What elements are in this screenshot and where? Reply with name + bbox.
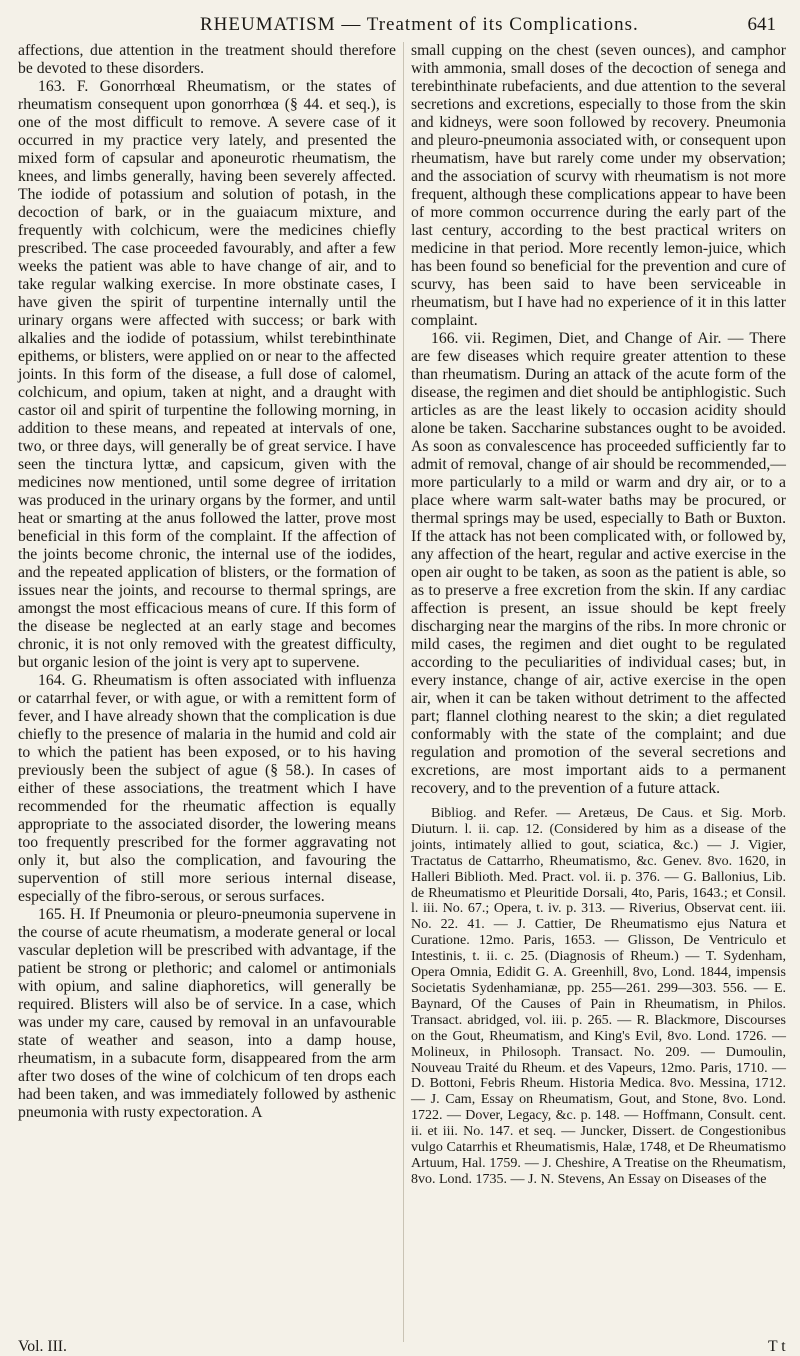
- running-head-title: RHEUMATISM — Treatment of its Complications.: [200, 14, 639, 35]
- volume-signature: Vol. III.: [18, 1338, 67, 1355]
- paragraph-164-associated-fevers: 164. G. Rheumatism is often associated with influenza or catarrhal fever, or with ague, or with a remittent form of fever, and I have already shown that the complication is due chiefly to the presence of malaria in the humid and cold air to which the patient has been exposed, or to his having previously been the subject of ague (§ 58.). In cases of either of these associations, the treatment which I have recommended for the rheumatic affection is equally appropriate to the associated disorder, the lowering means too frequently prescribed for the former aggravating not only it, but also the complication, and favouring the supervention of still more serious internal disease, especially of the fibro-serous, or serous surfaces.: [18, 672, 396, 905]
- column-divider: [403, 42, 404, 1342]
- page-number: 641: [747, 14, 776, 35]
- paragraph-165-pneumonia: 165. H. If Pneumonia or pleuro-pneumonia supervene in the course of acute rheumatism, a moderate general or local vascular depletion will be prescribed with advantage, if the patient be strong or plethoric; and calomel or antimonials with opium, and saline diaphoretics, will generally be required. Blisters will also be of service. In a case, which was under my care, caused by removal in an unfavourable state of weather and season, into a damp house, rheumatism, in a subacute form, disappeared from the arm after two doses of the wine of colchicum of ten drops each had been taken, and was immediately followed by asthenic pneumonia with rusty expectoration. A: [18, 906, 396, 1121]
- signature-mark: T t: [768, 1338, 786, 1355]
- paragraph-165-continuation: small cupping on the chest (seven ounces), and camphor with ammonia, small doses of the decoction of senega and terebinthinate rubefacients, and due attention to the several secretions and excretions, especially to those from the skin and kidneys, were soon followed by recovery. Pneumonia and pleuro-pneumonia associated with, or consequent upon rheumatism, have but rarely come under my observation; and the association of scurvy with rheumatism is not more frequent, although these complications appear to have been of more common occurrence during the early part of the last century, according to the best practical writers on medicine in that period. More recently lemon-juice, which has been found so beneficial for the prevention and cure of scurvy, has been said to have been serviceable in rheumatism, but I have had no experience of it in this latter complaint.: [411, 42, 786, 329]
- paragraph-163-gonorrhoeal-rheumatism: 163. F. Gonorrhœal Rheumatism, or the states of rheumatism consequent upon gonorrhœa (§ 44. et seq.), is one of the most difficult to remove. A severe case of it occurred in my practice very lately, and presented the mixed form of capsular and aponeurotic rheumatism, the knees, and limbs generally, having been severely affected. The iodide of potassium and solution of potash, in the decoction of bark, or in the guaiacum mixture, and frequently with colchicum, were the medicines chiefly prescribed. The case proceeded favourably, and after a few weeks the patient was able to have change of air, and to take regular walking exercise. In more obstinate cases, I have given the spirit of turpentine internally until the urinary organs were affected with success; or bark with alkalies and the iodide of potassium, whilst terebinthinate epithems, or blisters, were applied on or near to the affected joints. In this form of the disease, a full dose of calomel, colchicum, and opium, taken at night, and a draught with castor oil and spirit of turpentine the following morning, in addition to these means, and repeated at intervals of one, two, or three days, will generally be of great service. I have seen the tinctura lyttæ, and capsicum, given with the medicines now mentioned, until some degree of irritation was produced in the urinary organs by the former, and until heat or smarting at the anus followed the latter, prove most beneficial in this form of the complaint. If the affection of the joints become chronic, the internal use of the iodides, and the repeated application of blisters, or the formation of issues near the joints, and recourse to thermal springs, are amongst the most efficacious means of cure. If this form of the disease be neglected at an early stage and becomes chronic, it is not only removed with the greatest difficulty, but organic lesion of the joint is very apt to supervene.: [18, 78, 396, 671]
- right-column: [411, 42, 786, 1188]
- paragraph-166-regimen-diet-air: 166. vii. Regimen, Diet, and Change of Air. — There are few diseases which require greater attention to these than rheumatism. During an attack of the acute form of the disease, the regimen and diet should be antiphlogistic. Such articles as are the least likely to occasion acidity should alone be taken. Saccharine substances ought to be avoided. As soon as convalescence has proceeded sufficiently far to admit of removal, change of air should be recommended,—more particularly to a mild or warm and dry air, or to a place where warm salt-water baths may be procured, or thermal springs may be used, especially to Bath or Buxton. If the attack has not been complicated with, or followed by, any affection of the heart, regular and active exercise in the open air ought to be taken, as soon as the patient is able, so as to preserve a free excretion from the skin. If any cardiac affection is present, an issue should be kept freely discharging near the margins of the ribs. In more chronic or mild cases, the regimen and diet ought to be regulated according to the peculiarities of individual cases; but, in every instance, change of air, active exercise in the open air, when it can be taken without detriment to the affected part; flannel clothing nearest to the skin; a diet regulated conformably with the state of the complaint; and due regulation and promotion of the several secretions and excretions, are most important aids to a permanent recovery, and to the prevention of a future attack.: [411, 330, 786, 797]
- paragraph-continuation: affections, due attention in the treatment should therefore be devoted to these disorders.: [18, 42, 396, 77]
- bibliography-references: Bibliog. and Refer. — Aretæus, De Caus. et Sig. Morb. Diuturn. l. ii. cap. 12. (Considered by him as a disease of the joints, intimately allied to gout, sciatica, &c.) — J. Vigier, Tractatus de Cattarrho, Rheumatismo, &c. Genev. 8vo. 1620, in Halleri Biblioth. Med. Pract. vol. ii. p. 376. — G. Ballonius, Lib. de Rheumatismo et Pleuritide Dorsali, 4to, Paris, 1643.; et Consil. l. iii. No. 67.; Opera, t. iv. p. 313. — Riverius, Observat cent. iii. No. 22. 41. — J. Cattier, De Rheumatismo ejus Natura et Curatione. 12mo. Paris, 1653. — Glisson, De Ventriculo et Intestinis, t. ii. c. 25. (Diagnosis of Rheum.) — T. Sydenham, Opera Omnia, Edidit G. A. Greenhill, 8vo, Lond. 1844, impensis Societatis Sydenhamianæ, pp. 255—261. 299—303. 556. — E. Baynard, Of the Causes of Pain in Rheumatism, in Philos. Transact. abridged, vol. iii. p. 265. — R. Blackmore, Discourses on the Gout, Rheumatism, and King's Evil, 8vo. Lond. 1726. — Molineux, in Philosoph. Transact. No. 209. — Dumoulin, Nouveau Traité du Rheum. et des Vapeurs, 12mo. Paris, 1710. — D. Bottoni, Febris Rheum. Historia Medica. 8vo. Messina, 1712. — J. Cam, Essay on Rheumatism, Gout, and Stone, 8vo. Lond. 1722. — Dover, Legacy, &c. p. 148. — Hoffmann, Consult. cent. ii. et iii. No. 147. et seq. — Juncker, Dissert. de Congestionibus vulgo Catarrhis et Rheumatismis, Halæ, 1748, et De Rheumatismo Artuum, Hal. 1759. — J. Cheshire, A Treatise on the Rheumatism, 8vo. Lond. 1735. — J. N. Stevens, An Essay on Diseases of the: [411, 806, 786, 1187]
- running-head: [0, 14, 800, 38]
- left-column: [18, 42, 396, 1122]
